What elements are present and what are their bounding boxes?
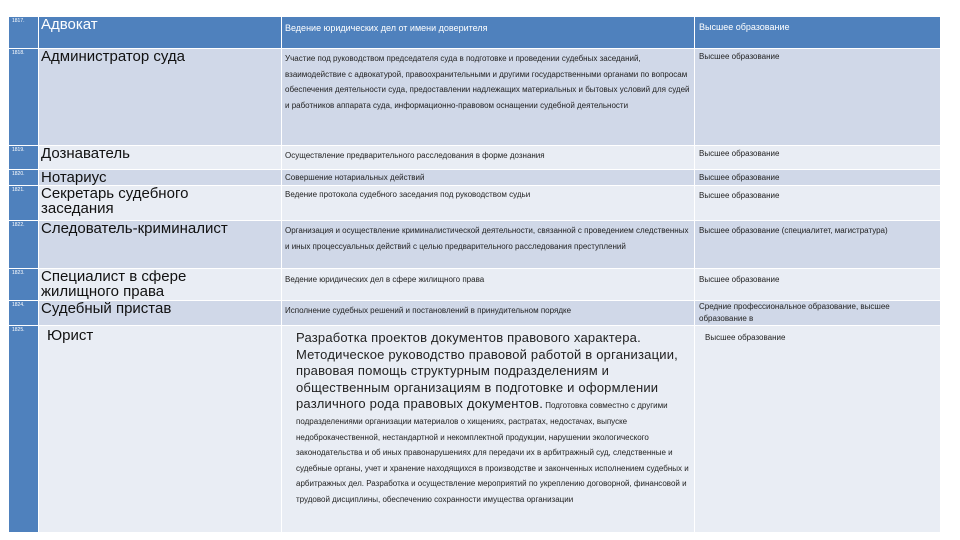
profession-name: Следователь-криминалист [41,221,228,237]
profession-description: Организация и осуществление криминалистической деятельности, связанной с проведением следственных и иных процессуальных действий с целью предварительного расследования преступлений [285,226,689,251]
profession-cell [39,49,282,145]
table-row [9,49,940,146]
education-cell [695,17,940,48]
profession-cell [39,186,282,220]
row-number-cell [9,49,39,145]
profession-cell [39,269,282,300]
education-cell [695,221,940,268]
profession-description: Ведение юридических дел в сфере жилищного права [285,275,485,284]
education-requirement: Высшее образование [699,275,780,284]
table-row [9,17,940,49]
profession-description [282,326,694,508]
row-number-cell [9,326,39,532]
education-cell [695,269,940,300]
table-row [9,269,940,301]
table-row [9,170,940,186]
row-number-cell [9,146,39,169]
table-row [9,326,940,533]
profession-name: Адвокат [41,17,98,33]
education-requirement: Высшее образование [699,22,790,32]
table-row [9,221,940,269]
education-cell [695,301,940,325]
education-requirement: Высшее образование [699,52,780,61]
row-number: 1825. [12,327,25,333]
description-cell [282,146,695,169]
row-number: 1819. [12,147,25,153]
profession-cell [39,146,282,169]
profession-name: Администратор суда [41,49,185,65]
description-cell [282,49,695,145]
profession-name: Юрист [47,327,94,344]
row-number-cell [9,186,39,220]
description-cell [282,326,695,532]
row-number: 1823. [12,270,25,276]
education-cell [695,146,940,169]
education-requirement: Высшее образование [705,333,786,342]
education-requirement: Высшее образование [699,191,780,200]
profession-description: Участие под руководством председателя суда в подготовке и проведении судебных заседаний, взаимодействие с адвокатурой, правоохранительными и другими государственными органами по вопросам обеспечения деятельности суда, предоставлении надлежащих материальных и бытовых условий для судей и работников аппарата суда, информационно-правовом оснащении судебной деятельности [285,54,690,110]
description-cell [282,301,695,325]
profession-name: Судебный пристав [41,301,172,317]
description-cell [282,221,695,268]
profession-cell [39,170,282,185]
description-cell [282,186,695,220]
profession-name: Специалист в сфере жилищного права [41,269,187,300]
row-number-cell [9,17,39,48]
row-number: 1821. [12,187,25,193]
table-row [9,301,940,326]
row-number: 1817. [12,18,25,24]
profession-description: Ведение протокола судебного заседания под руководством судьи [285,190,531,199]
education-cell [695,49,940,145]
profession-cell [39,221,282,268]
profession-description: Осуществление предварительного расследования в форме дознания [285,151,545,160]
row-number: 1818. [12,50,25,56]
table-row [9,146,940,170]
description-cell [282,170,695,185]
profession-description: Ведение юридических дел от имени доверителя [285,23,488,33]
profession-name: Дознаватель [41,146,130,162]
education-requirement: Средние профессиональное образование, высшее образование в [699,302,890,323]
description-details: Подготовка совместно с другими подразделениями организации материалов о хищениях, растратах, недостачах, выпуске недоброкачественной, нестандартной и некомплектной продукции, нарушении экологического законодательства и об иных правонарушениях для передачи их в арбитражный суд, следственные и судебные органы, учет и хранение находящихся в производстве и законченных исполнением судебных и арбитражных дел. Разработка и осуществление мероприятий по укреплению договорной, финансовой и трудовой дисциплины, обеспечению сохранности имущества организации [296,401,689,504]
table-row [9,186,940,221]
profession-name: Нотариус [41,170,107,185]
profession-description: Совершение нотариальных действий [285,173,425,182]
education-cell [695,170,940,185]
row-number-cell [9,221,39,268]
education-requirement: Высшее образование (специалитет, магистратура) [699,226,888,235]
education-cell [695,186,940,220]
row-number: 1822. [12,222,25,228]
education-requirement: Высшее образование [699,173,780,182]
profession-description: Исполнение судебных решений и постановлений в принудительном порядке [285,306,572,315]
profession-cell [39,17,282,48]
description-main: Разработка проектов документов правового характера. Методическое руководство правовой работой в организации, правовая помощь структурным подразделениям и общественным организациям в подготовке и оформлении различного рода правовых документов. [296,330,678,412]
row-number: 1820. [12,171,25,177]
description-cell [282,17,695,48]
row-number: 1824. [12,302,25,308]
education-cell [695,326,940,532]
profession-name: Секретарь судебного заседания [41,186,189,217]
row-number-cell [9,269,39,300]
row-number-cell [9,170,39,185]
profession-cell [39,326,282,532]
description-cell [282,269,695,300]
row-number-cell [9,301,39,325]
profession-cell [39,301,282,325]
education-requirement: Высшее образование [699,149,780,158]
